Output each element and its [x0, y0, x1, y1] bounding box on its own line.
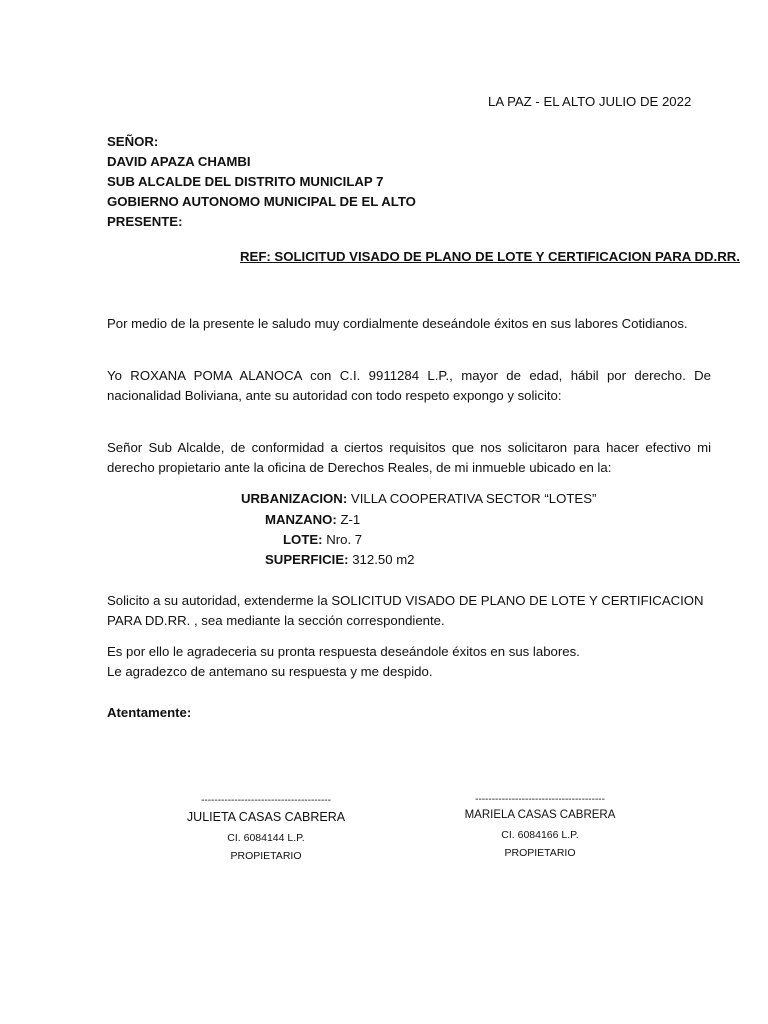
superficie-row — [265, 552, 415, 567]
reference-line: REF: SOLICITUD VISADO DE PLANO DE LOTE Y CERTIFICACION PARA DD.RR. — [240, 249, 740, 264]
manzano-value: Z-1 — [336, 512, 361, 527]
context-paragraph: Señor Sub Alcalde, de conformidad a ciertos requisitos que nos solicitaron para hacer efectivo mi derecho propietario ante la oficina de Derechos Reales, de mi inmueble ubicado en la: — [107, 440, 711, 475]
thanks-line-2: Le agradezco de antemano su respuesta y me despido. — [107, 664, 433, 679]
signer-role: PROPIETARIO — [504, 847, 576, 859]
closing-line: Atentamente: — [107, 705, 192, 720]
superficie-value: 312.50 m2 — [348, 552, 415, 567]
date-line: LA PAZ - EL ALTO JULIO DE 2022 — [488, 94, 692, 109]
thanks-line-1: Es por ello le agradeceria su pronta respuesta deseándole éxitos en sus labores. — [107, 644, 580, 659]
request-paragraph: Solicito a su autoridad, extenderme la SOLICITUD VISADO DE PLANO DE LOTE Y CERTIFICACION PARA DD.RR. , sea mediante la sección correspondiente. — [107, 593, 704, 628]
signer-role: PROPIETARIO — [230, 850, 302, 862]
manzano-row — [265, 512, 360, 527]
intro-paragraph: Yo ROXANA POMA ALANOCA con C.I. 9911284 L.P., mayor de edad, hábil por derecho. De nacionalidad Boliviana, ante su autoridad con todo respeto expongo y solicito: — [107, 368, 711, 403]
presente-label: PRESENTE: — [107, 214, 183, 229]
signature-block-1 — [176, 795, 356, 862]
addressee-institution: GOBIERNO AUTONOMO MUNICIPAL DE EL ALTO — [107, 194, 416, 209]
urbanizacion-label: URBANIZACION: — [241, 491, 348, 506]
signature-line: --------------------------------------- — [201, 795, 331, 806]
signer-name: JULIETA CASAS CABRERA — [186, 810, 346, 824]
superficie-label: SUPERFICIE: — [265, 552, 349, 567]
signer-name: MARIELA CASAS CABRERA — [464, 809, 616, 821]
signature-line: --------------------------------------- — [475, 794, 605, 805]
addressee-title: SUB ALCALDE DEL DISTRITO MUNICILAP 7 — [107, 174, 384, 189]
lote-value: Nro. 7 — [322, 532, 363, 547]
signer-ci: CI. 6084144 L.P. — [227, 832, 305, 844]
manzano-label: MANZANO: — [265, 512, 337, 527]
salutation: SEÑOR: — [107, 134, 159, 149]
urbanizacion-row — [241, 491, 596, 506]
signature-block-2 — [450, 794, 630, 859]
urbanizacion-value: VILLA COOPERATIVA SECTOR “LOTES” — [347, 491, 597, 506]
lote-row — [283, 532, 362, 547]
signer-ci: CI. 6084166 L.P. — [501, 829, 579, 841]
addressee-name: DAVID APAZA CHAMBI — [107, 154, 251, 169]
lote-label: LOTE: — [283, 532, 323, 547]
greeting-paragraph: Por medio de la presente le saludo muy cordialmente deseándole éxitos en sus labores Cotidianos. — [107, 316, 688, 331]
